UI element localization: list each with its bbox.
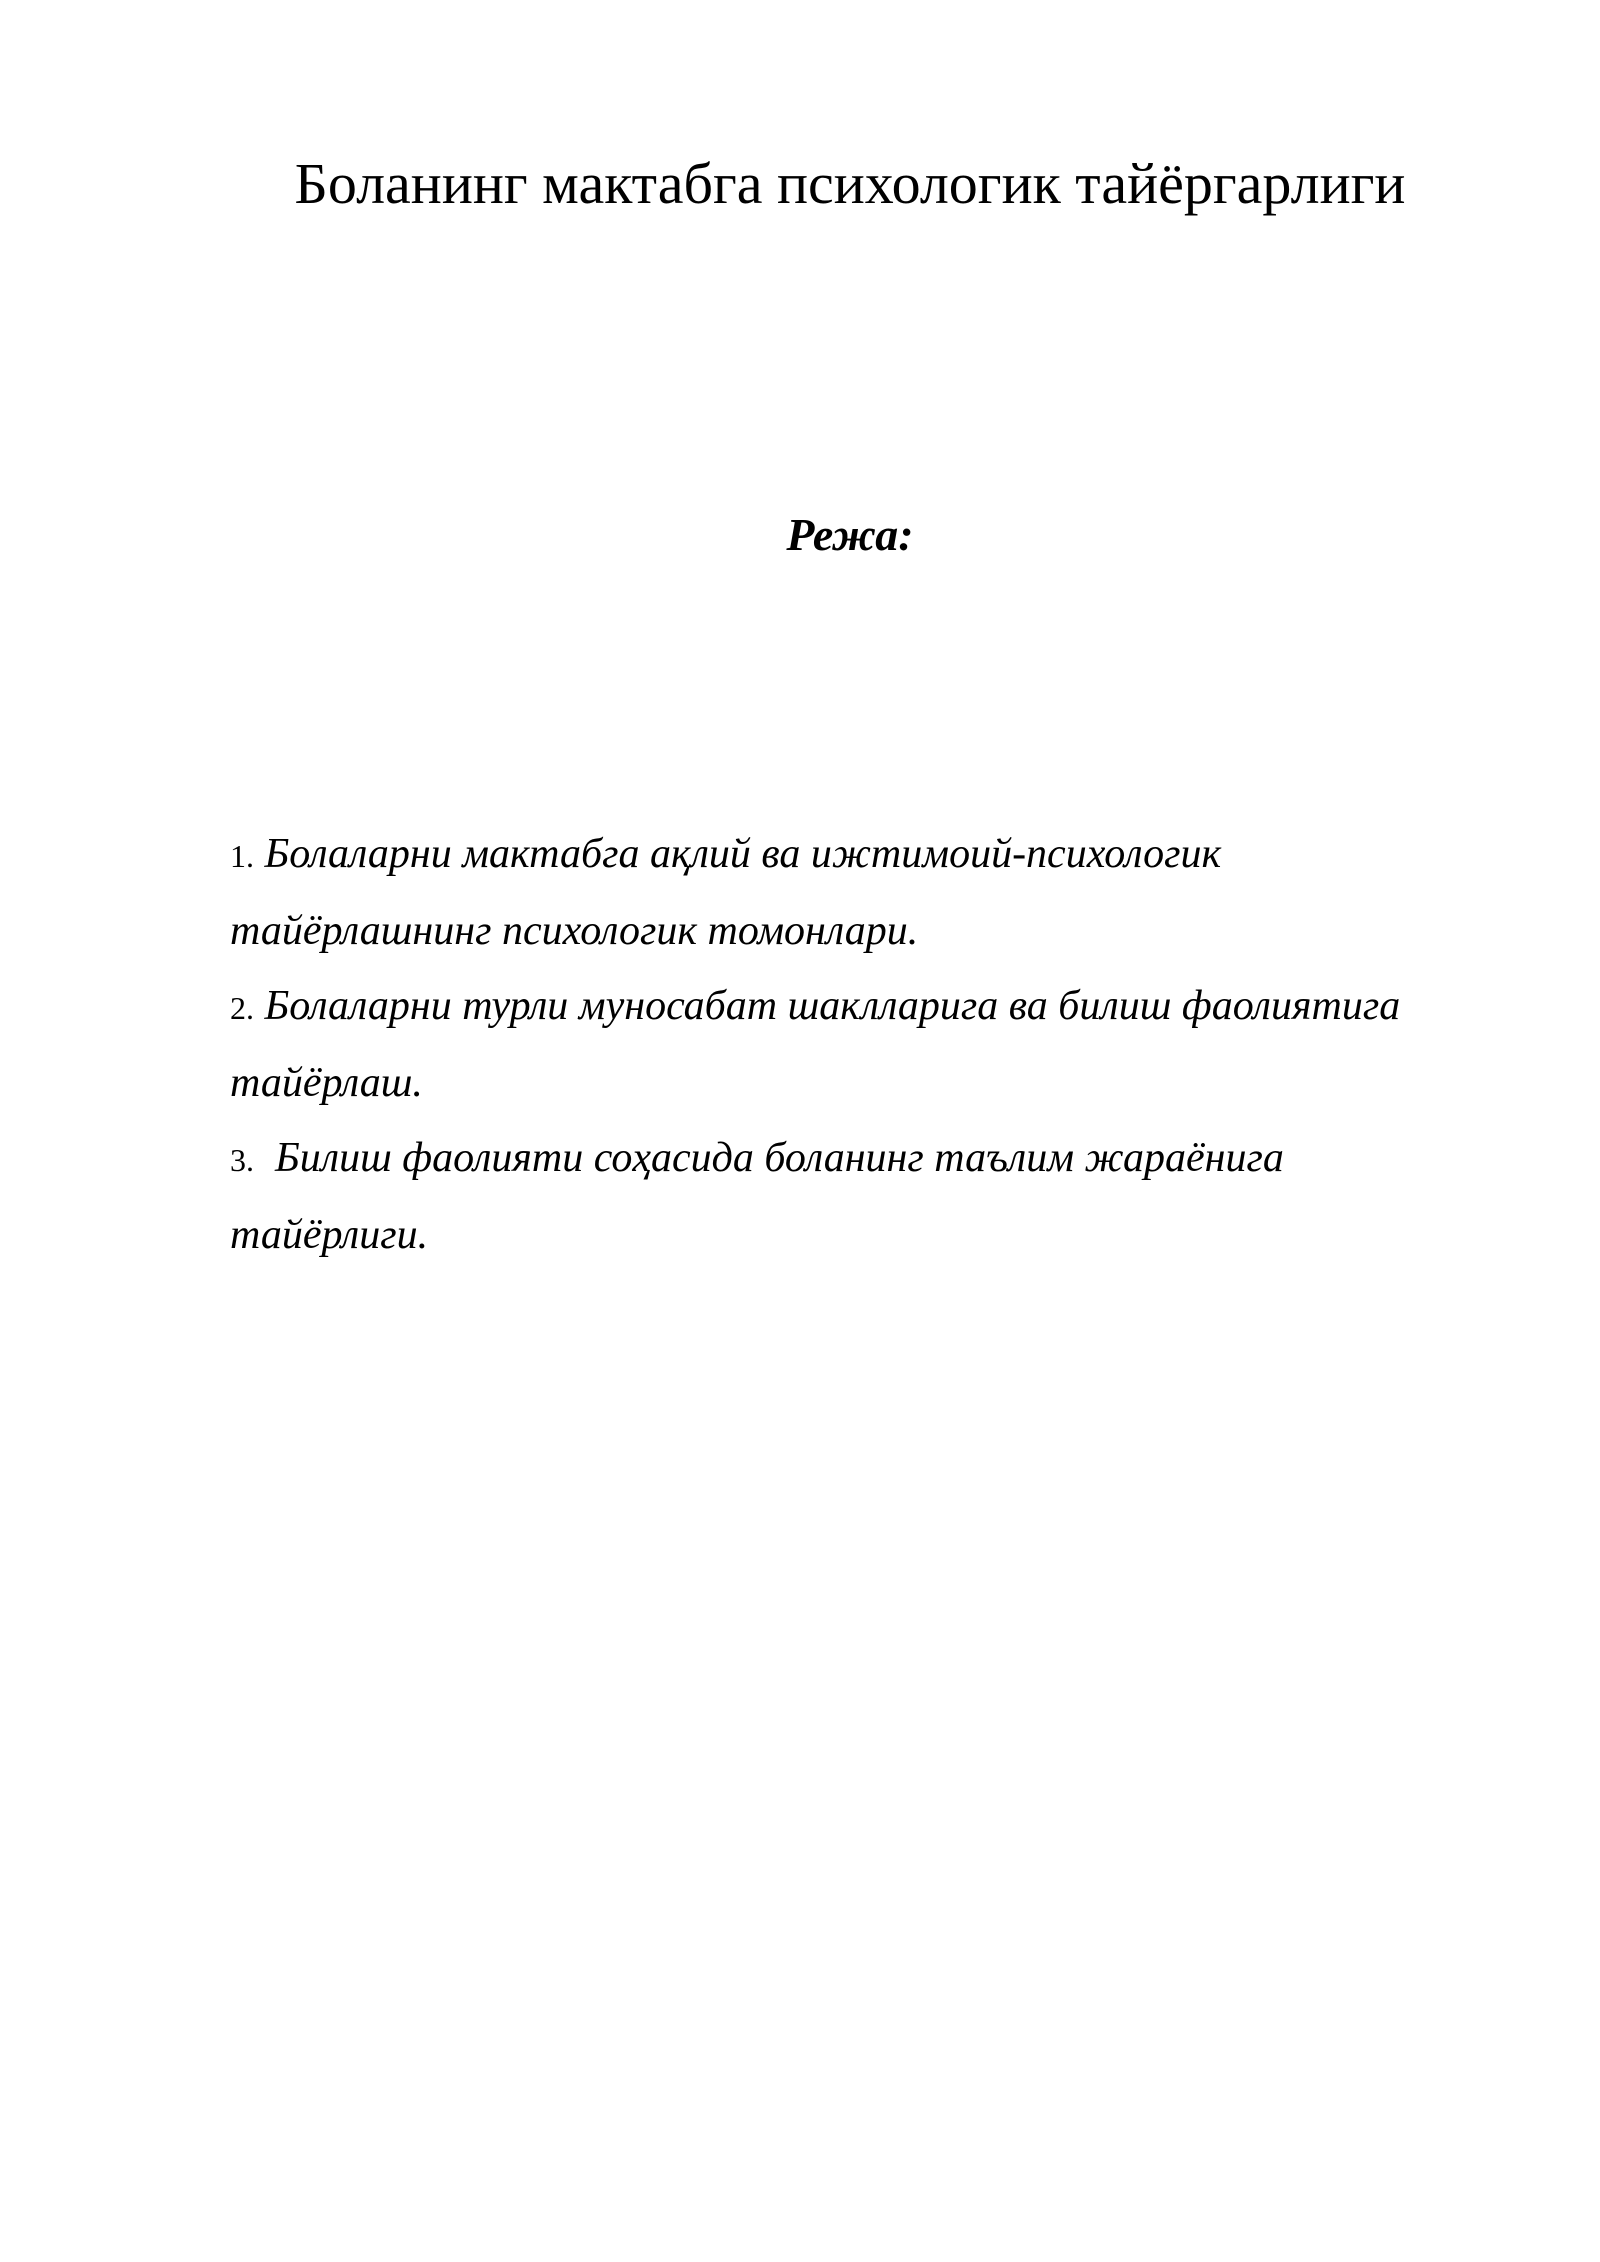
- plan-item-3: [230, 1121, 1480, 1273]
- page-title: Боланинг мактабга психологик тайёргарлиги: [294, 151, 1406, 216]
- plan-item-text: Билиш фаолияти соҳасида боланинг таълим жараёнига: [275, 1135, 1284, 1181]
- plan-item-1: [230, 817, 1480, 969]
- plan-item-number: 2.: [230, 990, 254, 1026]
- plan-item-text: Болаларни мактабга ақлий ва ижтимоий-психологик: [264, 831, 1222, 877]
- plan-heading: Режа:: [786, 509, 914, 560]
- plan-item-text: Болаларни турли муносабат шаклларига ва билиш фаолиятига: [264, 983, 1401, 1029]
- plan-item-2: [230, 969, 1480, 1121]
- plan-item-text-continued: тайёрлашнинг психологик томонлари.: [230, 908, 919, 954]
- plan-item-text-continued: тайёрлаш.: [230, 1060, 423, 1106]
- plan-item-text-continued: тайёрлиги.: [230, 1212, 429, 1258]
- plan-list: [230, 817, 1480, 1273]
- plan-item-number: 3.: [230, 1142, 254, 1178]
- plan-item-number: 1.: [230, 838, 254, 874]
